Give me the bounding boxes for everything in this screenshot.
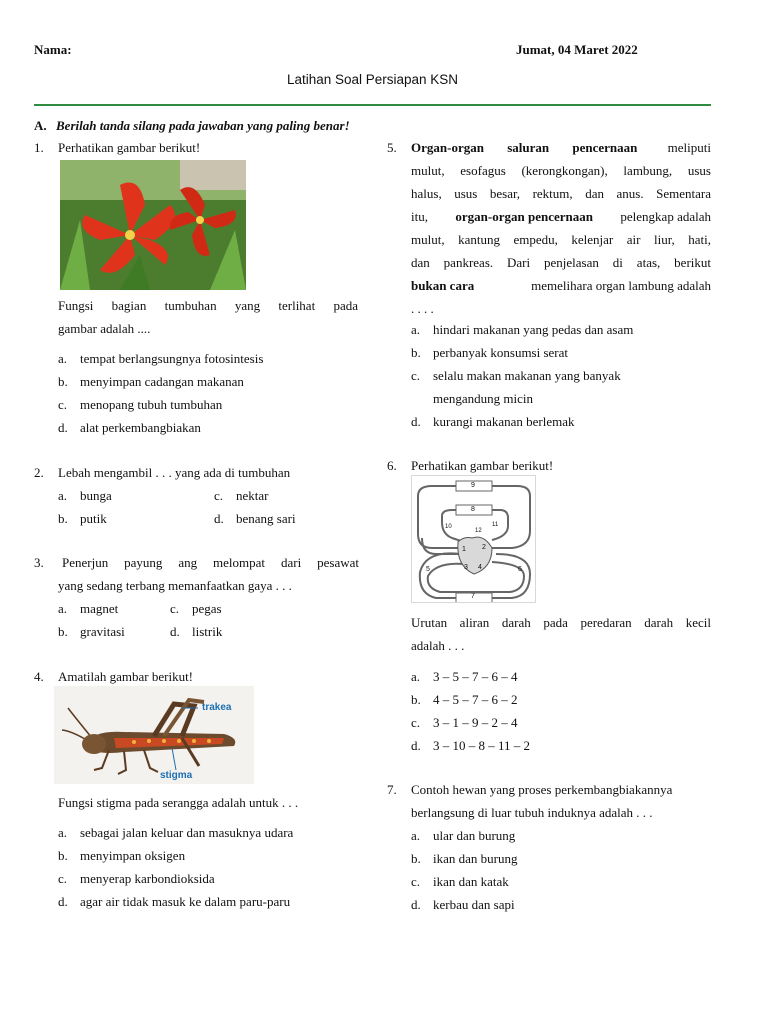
q6-option-c[interactable]: [411, 711, 518, 734]
q7-option-b[interactable]: [411, 847, 517, 870]
option-text: ular dan burung: [433, 828, 516, 843]
q1-option-c[interactable]: [58, 393, 222, 416]
date: Jumat, 04 Maret 2022: [516, 42, 638, 57]
q5-option-a[interactable]: [411, 318, 633, 341]
diagram-label: 12: [475, 528, 482, 534]
q5-line7: [411, 274, 711, 297]
option-text: 3 – 1 – 9 – 2 – 4: [433, 715, 518, 730]
q4-option-a[interactable]: [58, 821, 293, 844]
option-letter: c.: [170, 601, 180, 616]
q7-option-c[interactable]: [411, 870, 509, 893]
option-text: agar air tidak masuk ke dalam paru-paru: [80, 894, 291, 909]
option-letter: d.: [214, 511, 224, 526]
q6-option-b[interactable]: [411, 688, 518, 711]
q5-number: 5.: [387, 140, 397, 155]
option-text: tempat berlangsungnya fotosintesis: [80, 351, 264, 366]
q5-line2: mulut, esofagus (kerongkongan), lambung, usus: [411, 163, 711, 178]
q5-text: meliputi: [667, 140, 711, 155]
name-label: Nama:: [34, 42, 72, 57]
q1-option-b[interactable]: [58, 370, 244, 393]
option-letter: c.: [411, 368, 421, 383]
option-letter: d.: [58, 894, 68, 909]
option-text: mengandung micin: [433, 391, 534, 406]
option-text: menyimpan oksigen: [80, 848, 186, 863]
option-letter: c.: [58, 871, 68, 886]
diagram-label: 5: [426, 566, 430, 573]
q3-line2: yang sedang terbang memanfaatkan gaya . . .: [58, 578, 292, 593]
option-letter: b.: [58, 624, 68, 639]
q5-option-c-cont: [411, 387, 533, 410]
q5-text: pelengkap adalah: [620, 209, 711, 224]
q7-line2: berlangsung di luar tubuh induknya adalah . . .: [411, 805, 653, 820]
q5-text: itu,: [411, 209, 428, 224]
stigma-label: stigma: [160, 770, 193, 781]
option-text: magnet: [80, 601, 119, 616]
q5-bold-term: organ-organ pencernaan: [455, 209, 593, 224]
q3-number: 3.: [34, 555, 44, 570]
q2-option-c[interactable]: [214, 484, 268, 507]
flower-image: [60, 160, 246, 290]
page-title: Latihan Soal Persiapan KSN: [286, 72, 459, 87]
q3-option-b[interactable]: [58, 620, 125, 643]
q2-option-b[interactable]: [58, 507, 107, 530]
diagram-label: 10: [445, 524, 452, 530]
diagram-label: 6: [518, 566, 522, 573]
q5-line5: mulut, kantung empedu, kelenjar air liur, hati,: [411, 232, 711, 247]
option-letter: b.: [58, 511, 68, 526]
option-letter: b.: [58, 848, 68, 863]
q5-option-d[interactable]: [411, 410, 575, 433]
option-text: selalu makan makanan yang banyak: [433, 368, 621, 383]
header-divider: [34, 104, 711, 106]
q2-number: 2.: [34, 465, 44, 480]
option-letter: a.: [411, 828, 421, 843]
q3-option-c[interactable]: [170, 597, 222, 620]
option-text: 3 – 5 – 7 – 6 – 4: [433, 669, 518, 684]
q5-option-b[interactable]: [411, 341, 568, 364]
option-text: listrik: [192, 624, 223, 639]
option-letter: c.: [214, 488, 224, 503]
option-text: gravitasi: [80, 624, 125, 639]
diagram-label: 8: [471, 506, 475, 513]
q4-option-b[interactable]: [58, 844, 185, 867]
option-text: menopang tubuh tumbuhan: [80, 397, 223, 412]
q4-option-d[interactable]: [58, 890, 290, 913]
q7-number: 7.: [387, 782, 397, 797]
option-text: bunga: [80, 488, 112, 503]
option-text: hindari makanan yang pedas dan asam: [433, 322, 634, 337]
option-letter: a.: [58, 601, 68, 616]
q5-line4: [411, 205, 711, 228]
diagram-label: 3: [464, 564, 468, 571]
q5-bold-term: Organ-organ saluran pencernaan: [411, 140, 638, 155]
q6-line2: adalah . . .: [411, 638, 465, 653]
q1-prompt: Perhatikan gambar berikut!: [58, 140, 201, 155]
option-text: kurangi makanan berlemak: [433, 414, 575, 429]
q4-prompt: Amatilah gambar berikut!: [58, 669, 194, 684]
q3-line1: Penerjun payung ang melompat dari pesawat: [62, 555, 359, 570]
q7-option-a[interactable]: [411, 824, 515, 847]
section-letter: A.: [34, 118, 47, 133]
option-text: nektar: [236, 488, 269, 503]
q4-number: 4.: [34, 669, 44, 684]
option-letter: b.: [411, 851, 421, 866]
q7-line1: Contoh hewan yang proses perkembangbiakannya: [411, 782, 673, 797]
q3-option-d[interactable]: [170, 620, 222, 643]
option-letter: d.: [411, 738, 421, 753]
option-text: alat perkembangbiakan: [80, 420, 201, 435]
circulation-diagram: [411, 475, 536, 603]
option-letter: a.: [58, 351, 68, 366]
option-text: ikan dan katak: [433, 874, 509, 889]
q6-option-d[interactable]: [411, 734, 530, 757]
option-text: menyerap karbondioksida: [80, 871, 215, 886]
option-letter: a.: [58, 825, 68, 840]
q6-line1: Urutan aliran darah pada peredaran darah kecil: [411, 615, 711, 630]
q7-option-d[interactable]: [411, 893, 515, 916]
option-letter: a.: [411, 669, 421, 684]
option-text: ikan dan burung: [433, 851, 518, 866]
q6-number: 6.: [387, 458, 397, 473]
q4-question: Fungsi stigma pada serangga adalah untuk . . .: [58, 795, 299, 810]
q2-prompt: Lebah mengambil . . . yang ada di tumbuhan: [58, 465, 291, 480]
diagram-label: 4: [478, 564, 482, 571]
option-letter: c.: [411, 874, 421, 889]
grasshopper-image: [54, 686, 254, 784]
diagram-label: 11: [492, 522, 499, 528]
option-letter: d.: [411, 414, 421, 429]
q1-option-a[interactable]: [58, 347, 263, 370]
q2-option-a[interactable]: [58, 484, 112, 507]
q5-line8: . . . .: [411, 301, 434, 316]
option-letter: c.: [411, 715, 421, 730]
q5-option-c[interactable]: [411, 364, 621, 387]
q5-line6: dan pankreas. Dari penjelasan di atas, berikut: [411, 255, 711, 270]
option-text: sebagai jalan keluar dan masuknya udara: [80, 825, 294, 840]
q1-line2: gambar adalah ....: [58, 321, 151, 336]
q5-text: memelihara organ lambung adalah: [531, 278, 711, 293]
option-text: perbanyak konsumsi serat: [433, 345, 569, 360]
option-text: kerbau dan sapi: [433, 897, 515, 912]
option-letter: b.: [411, 692, 421, 707]
q4-option-c[interactable]: [58, 867, 215, 890]
option-letter: a.: [411, 322, 421, 337]
option-text: putik: [80, 511, 107, 526]
trakea-label: trakea: [202, 702, 232, 713]
diagram-label: 9: [471, 482, 475, 489]
option-letter: d.: [170, 624, 180, 639]
option-letter: c.: [58, 397, 68, 412]
q6-option-a[interactable]: [411, 665, 518, 688]
diagram-label: 7: [471, 593, 475, 600]
q2-option-d[interactable]: [214, 507, 296, 530]
q3-option-a[interactable]: [58, 597, 118, 620]
option-letter: b.: [411, 345, 421, 360]
diagram-label: 2: [482, 544, 486, 551]
q5-line3: halus, usus besar, rektum, dan anus. Sementara: [411, 186, 711, 201]
q1-option-d[interactable]: [58, 416, 201, 439]
option-letter: d.: [58, 420, 68, 435]
q5-line1: [411, 136, 711, 159]
q1-line1: Fungsi bagian tumbuhan yang terlihat pada: [58, 298, 358, 313]
option-letter: b.: [58, 374, 68, 389]
q5-bold-term: bukan cara: [411, 278, 475, 293]
option-letter: a.: [58, 488, 68, 503]
option-text: benang sari: [236, 511, 296, 526]
q1-number: 1.: [34, 140, 44, 155]
option-text: menyimpan cadangan makanan: [80, 374, 244, 389]
option-text: 3 – 10 – 8 – 11 – 2: [433, 738, 531, 753]
section-instruction: Berilah tanda silang pada jawaban yang paling benar!: [56, 118, 350, 133]
q6-prompt: Perhatikan gambar berikut!: [411, 458, 554, 473]
option-text: 4 – 5 – 7 – 6 – 2: [433, 692, 518, 707]
option-text: pegas: [192, 601, 222, 616]
diagram-label: 1: [462, 546, 466, 553]
option-letter: d.: [411, 897, 421, 912]
